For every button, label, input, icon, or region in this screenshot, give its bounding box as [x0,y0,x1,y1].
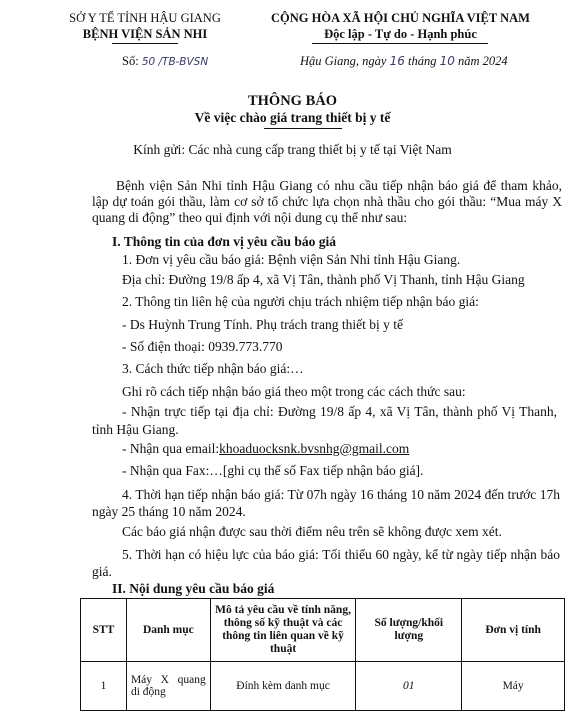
table-header-row [81,599,565,662]
nation-name: CỘNG HÒA XÃ HỘI CHỦ NGHĨA VIỆT NAM [271,11,530,25]
intro-paragraph: Bệnh viện Sản Nhi tỉnh Hậu Giang có nhu cầu tiếp nhận báo giá để tham khảo, lập dự toán gói thầu, làm cơ sở tổ chức lựa chọn nhà thầu cho gói thầu: “Mua máy X quang di động” theo qui định với nội dung cụ thể như sau: [92,178,562,225]
date-month: 10 [439,54,455,68]
date-prefix: Hậu Giang, ngày [300,54,387,68]
col-unit: Đơn vị tính [462,599,565,662]
date-day: 16 [389,54,405,68]
email-link[interactable]: khoaduocksnk.bvsnhg@gmail.com [219,441,410,456]
method-fax: - Nhận qua Fax:…[ghi cụ thể số Fax tiếp nhận báo giá]. [122,463,424,478]
section1-address: Địa chỉ: Đường 19/8 ấp 4, xã Vị Tân, thành phố Vị Thanh, tỉnh Hậu Giang [122,272,525,287]
section1-item1: 1. Đơn vị yêu cầu báo giá: Bệnh viện Sản Nhi tỉnh Hậu Giang. [122,252,461,267]
subtitle-underline [264,128,342,129]
quote-request-table [80,598,565,711]
org-hospital: BỆNH VIỆN SẢN NHI [82,27,208,41]
col-category: Danh mục [126,599,210,662]
table-row [81,662,565,711]
doc-no-value: 50 /TB-BVSN [141,56,209,68]
cell-stt: 1 [81,662,127,711]
section2-heading: II. Nội dung yêu cầu báo giá [112,581,275,596]
col-description: Mô tả yêu cầu về tính năng, thông số kỹ thuật và các thông tin liên quan về kỹ thuật [210,599,356,662]
nation-slogan: Độc lập - Tự do - Hạnh phúc [324,27,477,41]
org-underline [112,43,178,44]
section1-item4: 4. Thời hạn tiếp nhận báo giá: Từ 07h ngày 16 tháng 10 năm 2024 đến trước 17h ngày 25 tháng 10 năm 2024. [92,487,560,519]
cell-unit: Máy [462,662,565,711]
late-note: Các báo giá nhận được sau thời điểm nêu trên sẽ không được xem xét. [122,524,502,539]
methods-intro: Ghi rõ cách tiếp nhận báo giá theo một trong các cách thức sau: [122,384,466,399]
method-email [122,440,409,458]
document-number [122,54,208,69]
document-title: THÔNG BÁO [247,93,338,109]
national-motto [228,10,573,42]
contact-name: - Ds Huỳnh Trung Tính. Phụ trách trang thiết bị y tế [122,317,403,332]
greeting: Kính gửi: Các nhà cung cấp trang thiết bị y tế tại Việt Nam [133,142,452,157]
cell-quantity: 01 [356,662,462,711]
cell-description: Đính kèm danh mục [210,662,356,711]
doc-no-label: Số: [122,54,139,68]
method-email-label: - Nhận qua email: [122,441,220,456]
org-department: SỞ Y TẾ TỈNH HẬU GIANG [69,11,221,25]
document-date [300,54,508,69]
date-year: năm 2024 [458,54,508,68]
col-quantity: Số lượng/khối lượng [356,599,462,662]
section1-item2: 2. Thông tin liên hệ của người chịu trách nhiệm tiếp nhận báo giá: [122,294,479,309]
cell-category: Máy X quang di động [126,662,210,711]
date-month-label: tháng [407,54,437,68]
col-stt: STT [81,599,127,662]
section1-heading: I. Thông tin của đơn vị yêu cầu báo giá [112,234,337,249]
method-direct: - Nhận trực tiếp tại địa chỉ: Đường 19/8 ấp 4, xã Vị Tân, thành phố Vị Thanh, tỉnh Hậu Giang. [92,404,557,437]
document-subtitle: Về việc chào giá trang thiết bị y tế [194,110,391,125]
section1-item5: 5. Thời hạn có hiệu lực của báo giá: Tối thiểu 60 ngày, kể từ ngày tiếp nhận báo giá. [92,547,560,579]
motto-underline [312,43,488,44]
contact-phone: - Số điện thoại: 0939.773.770 [122,339,283,354]
issuing-organization [60,10,230,42]
section1-item3: 3. Cách thức tiếp nhận báo giá:… [122,361,304,376]
